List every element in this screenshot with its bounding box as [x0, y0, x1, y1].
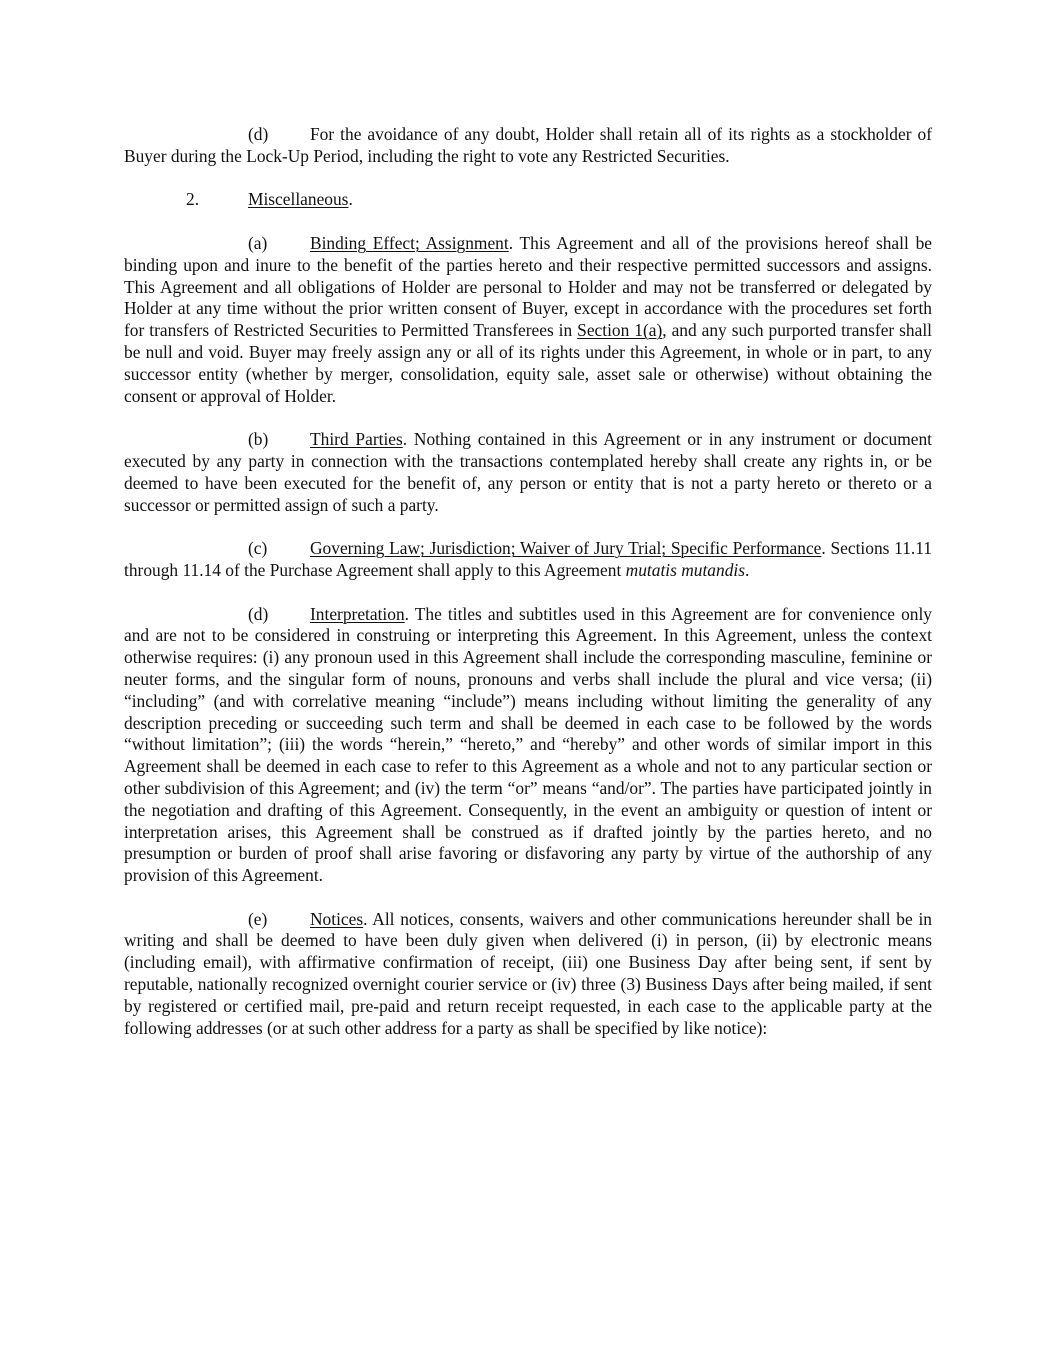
section-title: Miscellaneous — [248, 189, 349, 210]
paragraph-number: (a) — [248, 232, 268, 253]
paragraph-number: (e) — [248, 908, 268, 929]
paragraph-a-binding-effect — [124, 233, 932, 407]
paragraph-number: (b) — [248, 429, 269, 450]
document-page — [124, 124, 932, 1061]
paragraph-text: . The titles and subtitles used in this Agreement are for convenience only and are not to be considered in construing or interpreting this Agreement. In this Agreement, unless the context otherwise requires: (i) any pronoun used in this Agreement shall include the corresponding masculine, feminine or neuter forms, and the singular form of nouns, pronouns and verbs shall include the plural and vice versa; (ii) “including” (and with correlative meaning “include”) means including without limiting the generality of any description preceding or succeeding such term and shall be deemed in each case to be followed by the words “without limitation”; (iii) the words “herein,” “hereto,” and “hereby” and other words of similar import in this Agreement shall be deemed in each case to refer to this Agreement as a whole and not to any particular section or other subdivision of this Agreement; and (iv) the term “or” means “and/or”. The parties have participated jointly in the negotiation and drafting of this Agreement. Consequently, in the event an ambiguity or question of intent or interpretation arises, this Agreement shall be construed as if drafted jointly by the parties hereto, and no presumption or burden of proof shall arise favoring or disfavoring any party by virtue of the authorship of any provision of this Agreement. — [124, 603, 932, 886]
paragraph-text: . Sections 11.11 through 11.14 of the Purchase Agreement shall apply to this Agreement — [124, 538, 932, 580]
section-reference: Section 1(a) — [577, 320, 663, 341]
paragraph-number: (d) — [248, 603, 269, 624]
latin-phrase: mutatis mutandis — [625, 559, 745, 580]
section-heading-miscellaneous — [124, 189, 932, 211]
paragraph-number: (d) — [248, 124, 269, 144]
paragraph-number: (c) — [248, 538, 268, 559]
paragraph-end: . — [745, 559, 750, 580]
paragraph-e-notices — [124, 909, 932, 1040]
paragraph-text: For the avoidance of any doubt, Holder shall retain all of its rights as a stockholder of Buyer during the Lock-Up Period, including the right to vote any Restricted Securities. — [124, 124, 932, 166]
paragraph-b-third-parties — [124, 429, 932, 516]
paragraph-title: Notices — [310, 908, 364, 929]
paragraph-d-interpretation — [124, 604, 932, 887]
paragraph-title: Third Parties — [310, 429, 403, 450]
paragraph-text: . All notices, consents, waivers and other communications hereunder shall be in writing and shall be deemed to have been duly given when delivered (i) in person, (ii) by electronic means (including email), with affirmative confirmation of receipt, (iii) one Business Day after being sent, if sent by reputable, nationally recognized overnight courier service or (iv) three (3) Business Days after being mailed, if sent by registered or certified mail, pre-paid and return receipt requested, in each case to the applicable party at the following addresses (or at such other address for a party as shall be specified by like notice): — [124, 908, 932, 1038]
paragraph-c-governing-law — [124, 538, 932, 582]
paragraph-text: . Nothing contained in this Agreement or in any instrument or document executed by any party in connection with the transactions contemplated hereby shall create any rights in, or be deemed to have been executed for the benefit of, any person or entity that is not a party hereto or thereto or a successor or permitted assign of such a party. — [124, 429, 932, 515]
paragraph-title: Interpretation — [310, 603, 405, 624]
paragraph-text-continued: , and any such purported transfer shall be null and void. Buyer may freely assign any or all of its rights under this Agreement, in whole or in part, to any successor entity (whether by merger, consolidation, equity sale, asset sale or otherwise) without obtaining the consent or approval of Holder. — [124, 320, 933, 406]
paragraph-text: . This Agreement and all of the provisions hereof shall be binding upon and inure to the benefit of the parties hereto and their respective permitted successors and assigns. This Agreement and all obligations of Holder are personal to Holder and may not be transferred or delegated by Holder at any time without the prior written consent of Buyer, except in accordance with the procedures set forth for transfers of Restricted Securities to Permitted Transferees in — [124, 232, 932, 341]
section-title-period: . — [348, 189, 353, 210]
paragraph-title: Binding Effect; Assignment — [310, 232, 509, 253]
section-number: 2. — [186, 189, 200, 210]
paragraph-title: Governing Law; Jurisdiction; Waiver of Jury Trial; Specific Performance — [310, 538, 822, 559]
paragraph-d-lockup — [124, 124, 932, 168]
